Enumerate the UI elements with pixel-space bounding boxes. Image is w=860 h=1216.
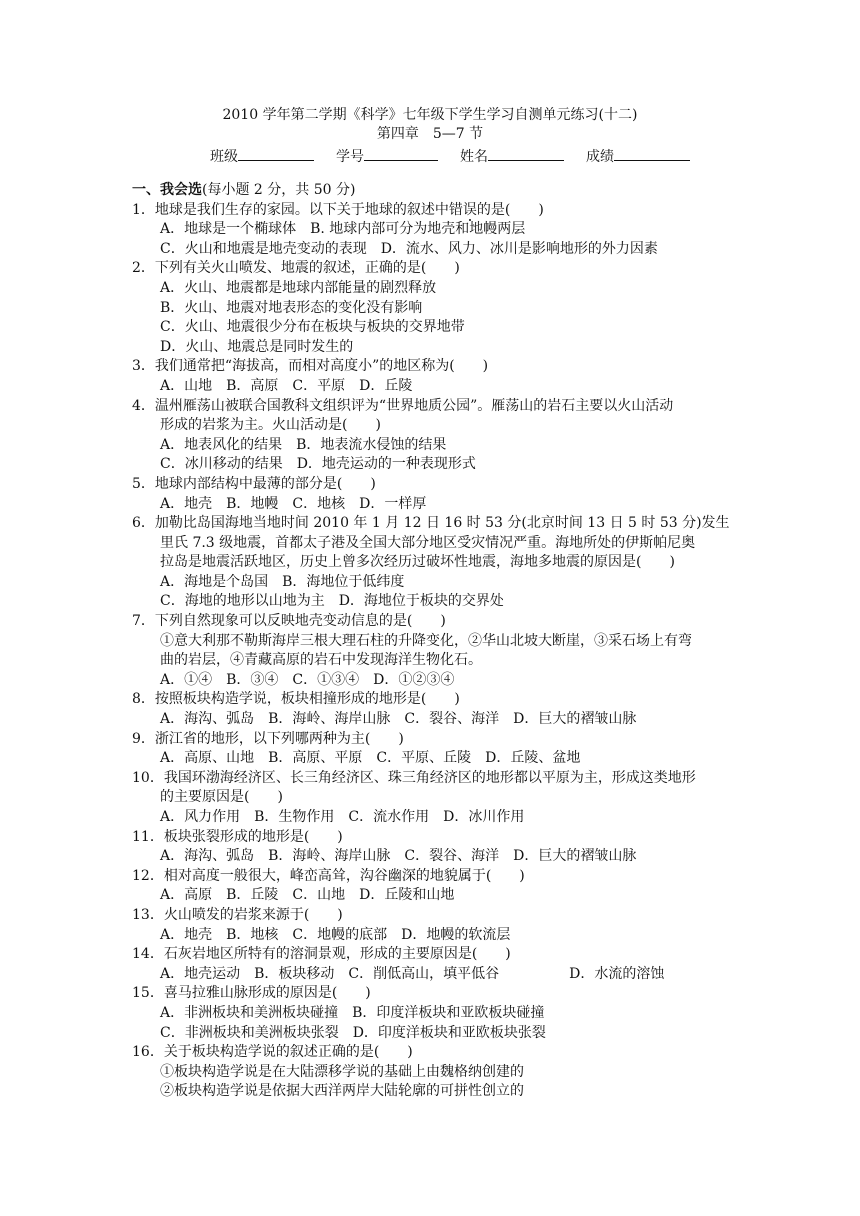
answer-options-line: A．地球是一个椭球体 B. 地球内部可分为地壳和地幔两层	[160, 221, 526, 238]
answer-options-line: D．火山、地震总是同时发生的	[160, 338, 354, 355]
field-blank-line[interactable]	[614, 146, 690, 161]
question-stem-continued: 形成的岩浆为主。火山活动是( )	[160, 417, 381, 434]
question-list	[132, 201, 742, 1102]
answer-options-line: C．非洲板块和美洲板块张裂 D．印度洋板块和亚欧板块张裂	[160, 1024, 546, 1041]
question-stem: 12．相对高度一般很大，峰峦高耸，沟谷幽深的地貌属于( )	[132, 867, 525, 884]
question-item	[132, 945, 742, 984]
question-stem-continued: 的主要原因是( )	[160, 789, 283, 806]
question-item	[132, 475, 742, 514]
field-blank-line[interactable]	[488, 146, 564, 161]
question-stem: 8．按照板块构造学说，板块相撞形成的地形是( )	[132, 691, 460, 708]
question-item	[132, 730, 742, 769]
answer-options-line: C．火山和地震是地壳变动的表现 D．流水、风力、冰川是影响地形的外力因素	[160, 240, 658, 257]
question-item	[132, 828, 742, 867]
question-item	[132, 259, 742, 357]
question-item	[132, 690, 742, 729]
question-item	[132, 612, 742, 690]
worksheet-title: 2010 学年第二学期《科学》七年级下学生学习自测单元练习(十二)	[222, 107, 638, 123]
question-stem: 13．火山喷发的岩浆来源于( )	[132, 906, 343, 923]
field-blank-line[interactable]	[238, 146, 314, 161]
question-stem: 10．我国环渤海经济区、长三角经济区、珠三角经济区的地形都以平原为主，形成这类地形	[132, 769, 696, 786]
field-label: 学号	[336, 149, 364, 165]
section-note: (每小题 2 分，共 50 分)	[202, 182, 356, 198]
question-stem-continued: 拉岛是地震活跃地区，历史上曾多次经历过破坏性地震，海地多地震的原因是( )	[160, 554, 675, 571]
answer-options-line: A．地壳运动 B．板块移动 C．削低高山，填平低谷 D．水流的溶蚀	[160, 965, 665, 982]
question-stem: 9．浙江省的地形，以下列哪两种为主( )	[132, 730, 404, 747]
section-heading	[132, 181, 742, 201]
question-stem-continued: 里氏 7.3 级地震，首都太子港及全国大部分地区受灾情况严重。海地所处的伊斯帕尼奥	[160, 534, 696, 551]
answer-options-line: A．非洲板块和美洲板块碰撞 B．印度洋板块和亚欧板块碰撞	[160, 1004, 545, 1021]
answer-options-line: A．地壳 B．地核 C．地幔的底部 D．地幔的软流层	[160, 926, 511, 943]
field-label: 成绩	[586, 149, 614, 165]
answer-options-line: C．火山、地震很少分布在板块与板块的交界地带	[160, 319, 465, 336]
answer-options-line: A．地表风化的结果 B．地表流水侵蚀的结果	[160, 436, 447, 453]
question-item	[132, 906, 742, 945]
question-stem: 16．关于板块构造学说的叙述正确的是( )	[132, 1044, 413, 1061]
question-stem: 14．石灰岩地区所特有的溶洞景观，形成的主要原因是( )	[132, 946, 511, 963]
answer-options-line: A．海沟、弧岛 B．海岭、海岸山脉 C．裂谷、海洋 D．巨大的褶皱山脉	[160, 848, 637, 865]
field-blank-line[interactable]	[364, 146, 438, 161]
answer-options-line: A．山地 B．高原 C．平原 D．丘陵	[160, 377, 413, 394]
answer-options-line: A．火山、地震都是地球内部能量的剧烈释放	[160, 279, 437, 296]
section-title: 一、我会选	[132, 182, 202, 198]
answer-options-line: A．海地是个岛国 B．海地位于低纬度	[160, 573, 405, 590]
answer-options-line: ②板块构造学说是依据大西洋两岸大陆轮廓的可拼性创立的	[160, 1083, 524, 1100]
question-stem-continued: 曲的岩层，④青藏高原的岩石中发现海洋生物化石。	[160, 652, 482, 669]
answer-options-line: A．高原、山地 B．高原、平原 C．平原、丘陵 D．丘陵、盆地	[160, 750, 581, 767]
question-stem: 3．我们通常把“海拔高，而相对高度小”的地区称为( )	[132, 358, 489, 375]
answer-options-line: ①板块构造学说是在大陆漂移学说的基础上由魏格纳创建的	[160, 1063, 524, 1080]
question-item	[132, 514, 742, 612]
question-stem: 4．温州雁荡山被联合国教科文组织评为“世界地质公园”。雁荡山的岩石主要以火山活动	[132, 397, 674, 414]
answer-options-line: A．风力作用 B．生物作用 C．流水作用 D．冰川作用	[160, 809, 525, 825]
question-stem: 11．板块张裂形成的地形是( )	[132, 828, 343, 845]
question-stem: 5．地球内部结构中最薄的部分是( )	[132, 475, 376, 492]
question-stem: 2．下列有关火山喷发、地震的叙述，正确的是( )	[132, 260, 460, 277]
question-item	[132, 984, 742, 1043]
question-item	[132, 867, 742, 906]
question-stem: 15．喜马拉雅山脉形成的原因是( )	[132, 985, 371, 1002]
answer-options-line: B．火山、地震对地表形态的变化没有影响	[160, 299, 423, 316]
question-item	[132, 201, 742, 260]
answer-options-line: C．冰川移动的结果 D．地壳运动的一种表现形式	[160, 456, 476, 473]
question-item	[132, 397, 742, 475]
answer-options-line: A．地壳 B．地幔 C．地核 D．一样厚	[160, 495, 427, 512]
question-stem: 6．加勒比岛国海地当地时间 2010 年 1 月 12 日 16 时 53 分(北京时间 13 日 5 时 53 分)发生	[132, 515, 730, 532]
answer-options-line: A．海沟、弧岛 B．海岭、海岸山脉 C．裂谷、海洋 D．巨大的褶皱山脉	[160, 711, 637, 728]
question-item	[132, 1043, 742, 1102]
answer-options-line: A．高原 B．丘陵 C．山地 D．丘陵和山地	[160, 887, 455, 904]
answer-options-line: C．海地的地形以山地为主 D．海地位于板块的交界处	[160, 593, 504, 610]
question-stem: 1．地球是我们生存的家园。以下关于地球的叙述中错误的是( )	[132, 201, 544, 218]
question-section	[132, 181, 742, 1102]
question-item	[132, 769, 742, 828]
student-info-fields	[210, 146, 712, 166]
question-stem-continued: ①意大利那不勒斯海岸三根大理石柱的升降变化，②华山北坡大断崖，③采石场上有弯	[160, 632, 692, 649]
question-stem: 7．下列自然现象可以反映地壳变动信息的是( )	[132, 613, 446, 630]
question-item	[132, 357, 742, 396]
answer-options-line: A．①④ B．③④ C．①③④ D．①②③④	[160, 671, 455, 688]
chapter-subtitle: 第四章 5—7 节	[376, 126, 484, 142]
field-label: 姓名	[460, 149, 488, 165]
emphasis-dot: 误	[462, 201, 477, 218]
field-label: 班级	[210, 149, 238, 165]
